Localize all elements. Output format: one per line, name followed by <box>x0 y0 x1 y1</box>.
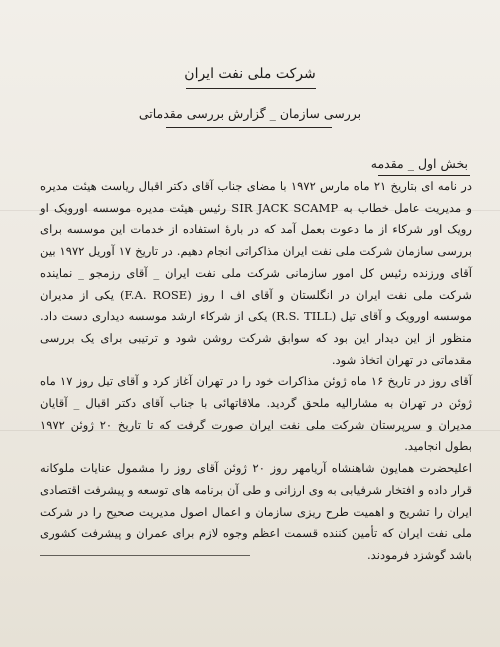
document-title: شرکت ملی نفت ایران <box>184 66 316 82</box>
document-subtitle: بررسی سازمان _ گزارش بررسی مقدماتی <box>138 106 362 121</box>
subtitle-underline <box>166 127 332 128</box>
paragraph-2: آقای روز در تاریخ ۱۶ ماه ژوئن مذاکرات خود را در تهران آغاز کرد و آقای تیل روز ۱۷ ماه ژوئن در تهران به مشارالیه ملحق گردید. ملاقاتهائی با جناب آقای دکتر اقبال _ آقایان مدیران و سرپرستان شرکت ملی نفت ایران صورت گرفت که تا تاریخ ۲۰ ژوئن ۱۹۷۲ بطول انجامید. <box>40 374 472 454</box>
document-body <box>40 176 472 567</box>
title-underline <box>186 88 316 89</box>
paragraph-1: در نامه ای بتاریخ ۲۱ ماه مارس ۱۹۷۲ با مضای جناب آقای دکتر اقبال ریاست هیئت مدیره و مدیریت عامل خطاب به SIR JACK SCAMP رئیس هیئت مدیره موسسه اورویک او رویک اور شرکاء از ما دعوت بعمل آمد که در بارهٔ استفاده از خدمات این موسسه برای بررسی سازمان شرکت ملی نفت ایران مذاکراتی انجام دهیم. در تاریخ ۱۷ آوریل ۱۹۷۲ بین آقای ورزنده رئیس کل امور سازمانی شرکت ملی نفت ایران _ آقای رزمجو _ نماینده شرکت ملی نفت ایران در انگلستان و آقای اف ا روز (F.A. ROSE) یکی از مدیران موسسه اورویک و آقای تیل (R.S. TILL) یکی از شرکاء ارشد موسسه دیداری دست داد. منظور از این دیدار این بود که سوابق شرکت روشن شود و ترتیبی برای یک بررسی مقدماتی در تهران اتخاذ شود. <box>40 179 473 367</box>
section-heading: بخش اول _ مقدمه <box>370 156 468 171</box>
handwritten-underline <box>40 555 250 556</box>
paragraph-3: اعلیحضرت همایون شاهنشاه آریامهر روز ۲۰ ژوئن آقای روز را مشمول عنایات ملوکانه قرار داده و افتخار شرفیابی به وی ارزانی و طی آن برنامه های توسعه و پیشرفت اقتصادی ایران را تشریح و اهمیت طرح ریزی سازمان و اعمال اصول مدیریت صحیح را در شرکت ملی نفت ایران که تأمین کننده قسمت اعظم وجوه لازم برای عمران و پیشرفت کشوری باشد گوشزد فرمودند. <box>40 461 473 562</box>
